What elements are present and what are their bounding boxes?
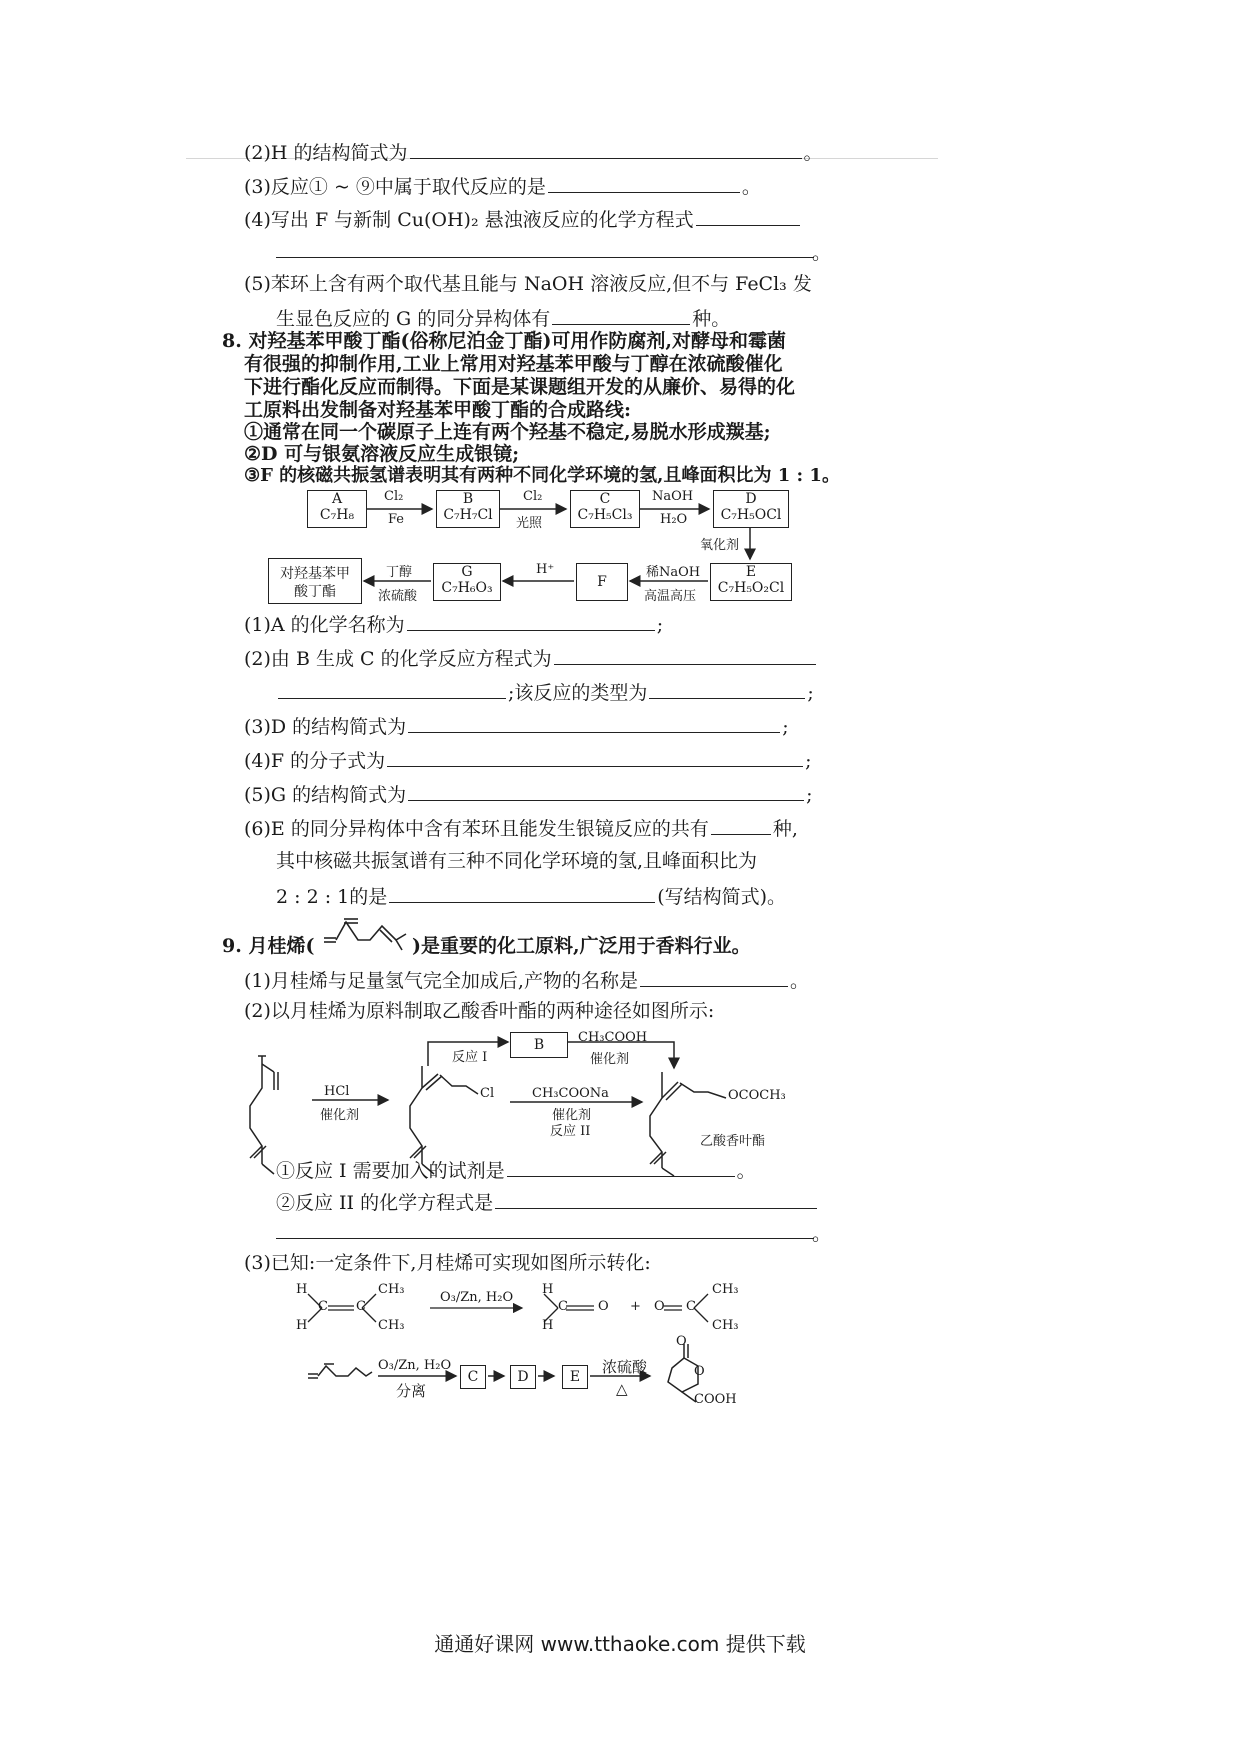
q8-intro-line2: 有很强的抑制作用,工业上常用对羟基苯甲酸与丁醇在浓硫酸催化 [244, 353, 783, 375]
r5-reagent: 稀NaOH [646, 565, 701, 580]
oz-C2: C [356, 1299, 366, 1314]
s3-cooh: COOH [694, 1392, 737, 1407]
scheme1-catalyst3: 催化剂 [552, 1108, 592, 1123]
q9-answer-line [276, 1238, 814, 1239]
scheme-box-D: D C₇H₅OCl [713, 490, 789, 528]
scheme-box-E: E C₇H₅O₂Cl [710, 563, 792, 601]
q8-part6-line3: 2 : 2 : 1的是 (写结构简式)。 [276, 886, 787, 908]
q8-part2-line1: (2)由 B 生成 C 的化学反应方程式为 [244, 646, 818, 670]
s3-box-D: D [510, 1365, 536, 1389]
scheme1-reaction2-label: 反应 II [550, 1124, 591, 1139]
r3-solvent: H₂O [660, 512, 688, 527]
oz-CH3-1: CH₃ [378, 1282, 405, 1297]
s3-acid: 浓硫酸 [602, 1358, 648, 1376]
q9-part2-1: ①反应 I 需要加入的试剂是 。 [276, 1160, 756, 1182]
q8-intro-line1: 8. 对羟基苯甲酸丁酯(俗称尼泊金丁酯)可用作防腐剂,对酵母和霉菌 [222, 330, 787, 352]
q8-part5: (5)G 的结构简式为 ; [244, 784, 813, 806]
q8-part6-line1: (6)E 的同分异构体中含有苯环且能发生银镜反应的共有 种, [244, 818, 798, 840]
q7-period: 。 [812, 242, 832, 264]
oz-H2: H [296, 1318, 308, 1333]
oz-O1: O [598, 1299, 609, 1314]
oz-C4: C [686, 1299, 696, 1314]
myrcene-structure-inline [322, 916, 412, 956]
r2-condition: 光照 [516, 516, 543, 531]
oz-plus: + [630, 1299, 641, 1314]
myrcene-conversion-scheme [300, 1336, 800, 1426]
s3-heat: △ [616, 1380, 628, 1398]
q8-part6-line2: 其中核磁共振氢谱有三种不同化学环境的氢,且峰面积比为 [276, 850, 758, 872]
page-footer: 通通好课网 www.tthaoke.com 提供下载 [434, 1632, 806, 1656]
scheme1-catalyst2: 催化剂 [590, 1052, 630, 1067]
q8-intro-line4: 工原料出发制备对羟基苯甲酸丁酯的合成路线: [244, 399, 632, 421]
q8-part2-line2: ;该反应的类型为 ; [276, 680, 814, 704]
oz-H4: H [542, 1318, 554, 1333]
scheme1-acetic-acid: CH₃COOH [578, 1030, 648, 1045]
scheme1-hcl: HCl [324, 1084, 350, 1099]
scheme1-box-B: B [510, 1032, 568, 1058]
r7-reagent: 丁醇 [386, 565, 413, 580]
q7-part2: (2)H 的结构简式为 。 [244, 142, 823, 164]
q8-part3: (3)D 的结构简式为 ; [244, 716, 789, 738]
q8-note1: ①通常在同一个碳原子上连有两个羟基不稳定,易脱水形成羰基; [244, 421, 771, 443]
scheme1-chloride: Cl [480, 1086, 495, 1101]
scheme1-sodium-acetate: CH₃COONa [532, 1086, 609, 1101]
oz-H1: H [296, 1282, 308, 1297]
q7-part3: (3)反应① ~ ⑨中属于取代反应的是 。 [244, 176, 761, 198]
q9-part3: (3)已知:一定条件下,月桂烯可实现如图所示转化: [244, 1252, 651, 1274]
scheme1-product-name: 乙酸香叶酯 [700, 1134, 766, 1149]
oz-H3: H [542, 1282, 554, 1297]
oz-C3: C [558, 1299, 568, 1314]
q9-part1: (1)月桂烯与足量氢气完全加成后,产物的名称是 。 [244, 970, 809, 992]
q8-note2: ②D 可与银氨溶液反应生成银镜; [244, 443, 520, 465]
q9-part2-2: ②反应 II 的化学方程式是 [276, 1190, 819, 1214]
s3-reagent: O₃/Zn, H₂O [378, 1358, 452, 1373]
scheme-box-F: F [576, 563, 628, 601]
q9-part2: (2)以月桂烯为原料制取乙酸香叶酯的两种途径如图所示: [244, 1000, 715, 1022]
r6-acid: H⁺ [536, 562, 555, 577]
q7-part4: (4)写出 F 与新制 Cu(OH)₂ 悬浊液反应的化学方程式 [244, 207, 802, 231]
q8-part1: (1)A 的化学名称为 ; [244, 614, 664, 636]
s3-box-E: E [562, 1365, 588, 1389]
oz-CH3-3: CH₃ [712, 1282, 739, 1297]
oz-reagent: O₃/Zn, H₂O [440, 1290, 514, 1305]
r1-reagent: Cl₂ [384, 489, 404, 504]
q9-intro-end: )是重要的化工原料,广泛用于香料行业。 [412, 935, 751, 957]
r5-condition: 高温高压 [644, 589, 697, 604]
oz-C1: C [318, 1299, 328, 1314]
scheme-box-C: C C₇H₅Cl₃ [570, 490, 640, 528]
s3-box-C: C [460, 1365, 486, 1389]
scheme-box-G: G C₇H₆O₃ [433, 563, 501, 601]
scheme-box-B: B C₇H₇Cl [436, 490, 500, 528]
q8-part4: (4)F 的分子式为 ; [244, 750, 812, 772]
q7-part5-line2: 生显色反应的 G 的同分异构体有 种。 [276, 308, 731, 330]
q8-note3: ③F 的核磁共振氢谱表明其有两种不同化学环境的氢,且峰面积比为 1 : 1。 [244, 465, 840, 486]
r2-reagent: Cl₂ [523, 489, 543, 504]
scheme1-reaction1-label: 反应 I [452, 1050, 488, 1065]
q7-part5-line1: (5)苯环上含有两个取代基且能与 NaOH 溶液反应,但不与 FeCl₃ 发 [244, 273, 812, 295]
r3-reagent: NaOH [652, 489, 694, 504]
oz-CH3-2: CH₃ [378, 1318, 405, 1333]
r7-catalyst: 浓硫酸 [378, 589, 418, 604]
scheme1-catalyst1: 催化剂 [320, 1108, 360, 1123]
q9-period: 。 [812, 1223, 832, 1245]
s3-separation: 分离 [396, 1382, 427, 1400]
scheme-box-A: A C₇H₈ [307, 490, 367, 528]
q8-intro-line3: 下进行酯化反应而制得。下面是某课题组开发的从廉价、易得的化 [244, 376, 796, 398]
s3-carbonyl-O: O [676, 1334, 687, 1349]
scheme1-acetate-group: OCOCH₃ [728, 1088, 786, 1103]
oz-O2: O [654, 1299, 665, 1314]
r1-catalyst: Fe [388, 512, 405, 527]
q9-intro-start: 9. 月桂烯( [222, 935, 315, 957]
oz-CH3-4: CH₃ [712, 1318, 739, 1333]
s3-ring-O: O [694, 1364, 705, 1379]
scheme-box-product: 对羟基苯甲酸丁酯 [268, 558, 362, 604]
r4-oxidant: 氧化剂 [700, 538, 740, 553]
